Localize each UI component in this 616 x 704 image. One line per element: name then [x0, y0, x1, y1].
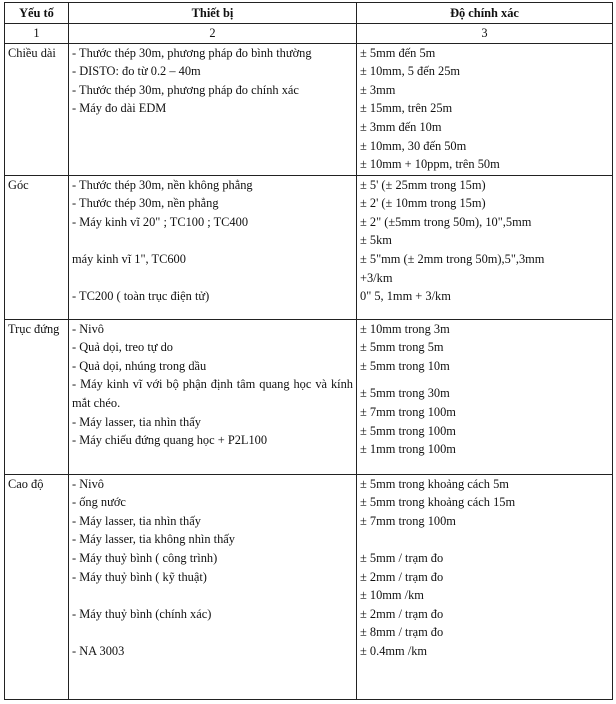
list-item: - Máy thuỷ bình ( công trình)	[72, 550, 218, 565]
table-row	[5, 474, 613, 699]
list-item: ± 8mm / trạm đo	[360, 625, 444, 640]
list-item: ± 10mm trong 3m	[360, 321, 450, 336]
list-item: - Máy thuỷ bình (chính xác)	[72, 606, 212, 621]
list-item: - Máy đo dài EDM	[72, 101, 167, 116]
accuracy-cell	[357, 474, 613, 699]
device-cell	[69, 175, 357, 319]
header-row	[5, 3, 613, 24]
column-number-2: 2	[69, 24, 357, 44]
table-row	[5, 319, 613, 474]
list-item: - Quả dọi, treo tự do	[72, 340, 174, 355]
list-item: ± 1mm trong 100m	[360, 442, 456, 457]
list-item: - Máy kinh vĩ 20" ; TC100 ; TC400	[72, 214, 249, 229]
list-item: - Nivô	[72, 476, 105, 491]
list-item: ± 0.4mm /km	[360, 643, 428, 658]
list-item: ± 5mm trong 10m	[360, 358, 450, 373]
list-item: ± 3mm đến 10m	[360, 119, 442, 134]
accuracy-cell	[357, 319, 613, 474]
list-item: - NA 3003	[72, 643, 125, 658]
list-item: - Thước thép 30m, nền phẳng	[72, 196, 219, 211]
list-item: ± 5mm trong 100m	[360, 423, 456, 438]
list-item: ± 5"mm (± 2mm trong 50m),5",3mm	[360, 251, 545, 266]
list-item: +3/km	[360, 270, 393, 285]
list-item: - DISTO: đo từ 0.2 – 40m	[72, 64, 201, 79]
list-item: ± 7mm trong 100m	[360, 513, 456, 528]
list-item: máy kinh vĩ 1", TC600	[72, 251, 186, 266]
list-item: ± 3mm	[360, 82, 396, 97]
list-item: 0" 5, 1mm + 3/km	[360, 289, 451, 304]
list-item: ± 5mm đến 5m	[360, 45, 436, 60]
factor-cell: Trục đứng	[5, 319, 69, 474]
list-item: - Máy lasser, tia không nhìn thấy	[72, 532, 235, 547]
list-item: ± 10mm, 30 đến 50m	[360, 138, 467, 153]
list-item: - Thước thép 30m, phương pháp đo bình thường	[72, 45, 312, 60]
column-number-row	[5, 24, 613, 44]
list-item: ± 5mm trong 30m	[360, 386, 450, 401]
list-item: ± 5mm trong khoảng cách 15m	[360, 495, 516, 510]
device-cell	[69, 319, 357, 474]
list-item: ± 10mm, 5 đến 25m	[360, 64, 461, 79]
header-device: Thiết bị	[69, 3, 357, 24]
list-item: ± 7mm trong 100m	[360, 404, 456, 419]
list-item: ± 5mm trong khoảng cách 5m	[360, 476, 509, 491]
header-factor: Yếu tố	[5, 3, 69, 24]
list-item: - Thước thép 30m, phương pháp đo chính xác	[72, 82, 299, 97]
accuracy-cell	[357, 43, 613, 175]
list-item: - Máy kinh vĩ với bộ phận định tâm quang học và kính mắt chéo.	[72, 377, 353, 410]
list-item: - Nivô	[72, 321, 105, 336]
factor-cell: Góc	[5, 175, 69, 319]
equipment-accuracy-table	[4, 2, 613, 700]
table-row	[5, 43, 613, 175]
list-item: ± 5mm / trạm đo	[360, 550, 444, 565]
factor-cell: Chiều dài	[5, 43, 69, 175]
accuracy-cell	[357, 175, 613, 319]
list-item: - Thước thép 30m, nền không phẳng	[72, 177, 253, 192]
column-number-3: 3	[357, 24, 613, 44]
list-item: ± 2mm / trạm đo	[360, 569, 444, 584]
list-item: ± 2" (±5mm trong 50m), 10",5mm	[360, 214, 532, 229]
device-cell	[69, 474, 357, 699]
list-item: ± 2mm / trạm đo	[360, 606, 444, 621]
list-item: - Máy lasser, tia nhìn thấy	[72, 414, 201, 429]
device-cell	[69, 43, 357, 175]
list-item: ± 5km	[360, 233, 392, 248]
list-item: - Máy thuỷ bình ( kỹ thuật)	[72, 569, 207, 584]
list-item: ± 5' (± 25mm trong 15m)	[360, 177, 486, 192]
list-item: ± 10mm /km	[360, 588, 424, 603]
list-item: ± 15mm, trên 25m	[360, 101, 453, 116]
table-row	[5, 175, 613, 319]
list-item: - TC200 ( toàn trục điện tử)	[72, 289, 210, 304]
list-item: ± 10mm + 10ppm, trên 50m	[360, 157, 500, 172]
column-number-1: 1	[5, 24, 69, 44]
list-item: - Máy lasser, tia nhìn thấy	[72, 513, 201, 528]
list-item: - Quả dọi, nhúng trong dầu	[72, 358, 207, 373]
factor-cell: Cao độ	[5, 474, 69, 699]
list-item: - Máy chiếu đứng quang học + P2L100	[72, 433, 268, 448]
list-item: - ống nước	[72, 495, 126, 510]
header-accuracy: Độ chính xác	[357, 3, 613, 24]
list-item: ± 2' (± 10mm trong 15m)	[360, 196, 486, 211]
list-item: ± 5mm trong 5m	[360, 340, 444, 355]
